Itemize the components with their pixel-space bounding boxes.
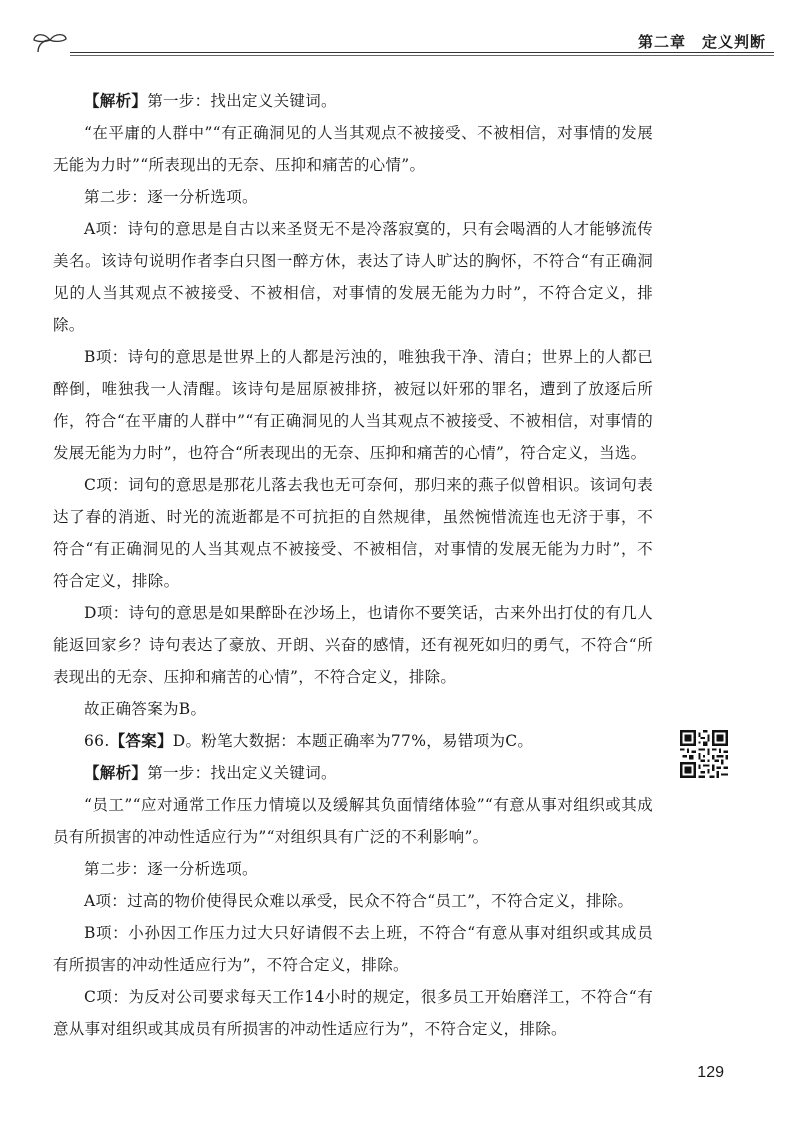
page-header bbox=[30, 26, 774, 60]
analysis-text: 第一步：找出定义关键词。 bbox=[147, 764, 337, 782]
analysis-paragraph bbox=[53, 757, 653, 789]
body-paragraph: A项：过高的物价使得民众难以承受，民众不符合“员工”，不符合定义，排除。 bbox=[84, 892, 634, 910]
page-body bbox=[53, 85, 653, 1045]
body-paragraph: A项：诗句的意思是自古以来圣贤无不是冷落寂寞的，只有会喝酒的人才能够流传美名。该诗句说明作者李白只图一醉方休，表达了诗人旷达的胸怀，不符合“有正确洞见的人当其观点不被接受、不被相信，对事情的发展无能为力时”，不符合定义，排除。 bbox=[53, 220, 653, 334]
qr-code-icon[interactable] bbox=[680, 730, 728, 778]
sprout-icon bbox=[30, 26, 70, 56]
analysis-text: 第一步：找出定义关键词。 bbox=[147, 92, 337, 110]
body-paragraph: C项：为反对公司要求每天工作14小时的规定，很多员工开始磨洋工，不符合“有意从事对组织或其成员有所损害的冲动性适应行为”，不符合定义，排除。 bbox=[53, 988, 653, 1038]
answer-label: 【答案】 bbox=[109, 731, 173, 750]
body-paragraph: C项：词句的意思是那花儿落去我也无可奈何，那归来的燕子似曾相识。该词句表达了春的消逝、时光的流逝都是不可抗拒的自然规律，虽然惋惜流连也无济于事，不符合“有正确洞见的人当其观点不被接受、不被相信，对事情的发展无能为力时”，不符合定义，排除。 bbox=[53, 476, 653, 590]
body-paragraph: B项：小孙因工作压力过大只好请假不去上班，不符合“有意从事对组织或其成员有所损害的冲动性适应行为”，不符合定义，排除。 bbox=[53, 924, 653, 974]
body-paragraph: “员工”“应对通常工作压力情境以及缓解其负面情绪体验”“有意从事对组织或其成员有所损害的冲动性适应行为”“对组织具有广泛的不利影响”。 bbox=[53, 796, 653, 846]
analysis-label: 【解析】 bbox=[84, 763, 148, 782]
body-paragraph: D项：诗句的意思是如果醉卧在沙场上，也请你不要笑话，古来外出打仗的有几人能返回家乡？诗句表达了豪放、开朗、兴奋的感情，还有视死如归的勇气，不符合“所表现出的无奈、压抑和痛苦的心情”，不符合定义，排除。 bbox=[53, 604, 653, 686]
answer-text: D。粉笔大数据：本题正确率为77%，易错项为C。 bbox=[172, 732, 534, 750]
body-paragraph: 第二步：逐一分析选项。 bbox=[84, 860, 258, 878]
chapter-title: 第二章 定义判断 bbox=[630, 31, 774, 52]
header-rule bbox=[70, 52, 774, 53]
header-rule-thin bbox=[70, 55, 774, 56]
analysis-label: 【解析】 bbox=[84, 91, 148, 110]
body-paragraph: 故正确答案为B。 bbox=[84, 700, 207, 718]
page-number: 129 bbox=[697, 1064, 724, 1081]
body-paragraph: B项：诗句的意思是世界上的人都是污浊的，唯独我干净、清白；世界上的人都已醉倒，唯独我一人清醒。该诗句是屈原被排挤，被冠以奸邪的罪名，遭到了放逐后所作，符合“在平庸的人群中”“有正确洞见的人当其观点不被接受、不被相信，对事情的发展无能为力时”，也符合“所表现出的无奈、压抑和痛苦的心情”，符合定义，当选。 bbox=[53, 348, 653, 462]
analysis-paragraph bbox=[53, 85, 653, 117]
body-paragraph: 第二步：逐一分析选项。 bbox=[84, 188, 258, 206]
question-number: 66. bbox=[84, 732, 110, 750]
body-paragraph: “在平庸的人群中”“有正确洞见的人当其观点不被接受、不被相信，对事情的发展无能为力时”“所表现出的无奈、压抑和痛苦的心情”。 bbox=[53, 124, 653, 174]
answer-paragraph bbox=[53, 725, 653, 757]
